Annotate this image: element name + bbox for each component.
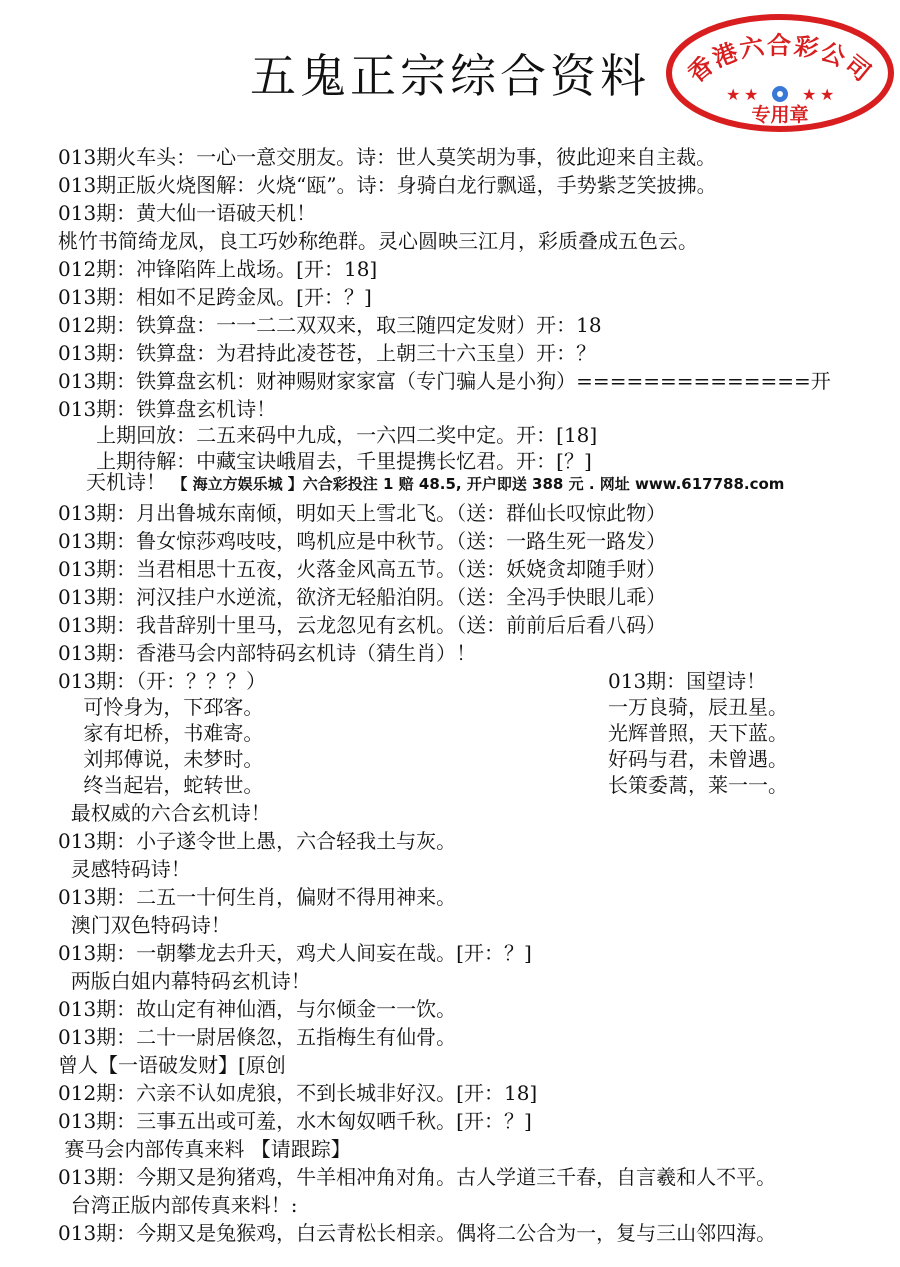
text-line: 最权威的六合玄机诗！ bbox=[58, 801, 271, 825]
text-line: 013期：今期又是狗猪鸡，牛羊相冲角对角。古人学道三千春，自言羲和人不平。 bbox=[58, 1165, 777, 1189]
text-line: 013期：三事五出或可羞，水木匈奴哂千秋。[开：？] bbox=[58, 1109, 532, 1133]
text-line: 013期：河汉挂户水逆流，欲济无轻船泊阴。（送：全冯手快眼儿乖） bbox=[58, 585, 667, 609]
text-line: 013期：香港马会内部特码玄机诗（猜生肖）！ bbox=[58, 641, 477, 665]
text-line: 赛马会内部传真来料 【请跟踪】 bbox=[58, 1137, 351, 1161]
text-line: 013期：小子遂令世上愚，六合轻我土与灰。 bbox=[58, 829, 457, 853]
text-line: 灵感特码诗！ bbox=[58, 857, 191, 881]
text-line: 013期：一朝攀龙去升天，鸡犬人间妄在哉。[开：？] bbox=[58, 941, 532, 965]
text-line: 012期：六亲不认如虎狼，不到长城非好汉。[开：18] bbox=[58, 1081, 538, 1105]
text-line: 上期回放：二五来码中九成，一六四二奖中定。开：[18] bbox=[58, 423, 598, 447]
svg-text:专用章: 专用章 bbox=[751, 104, 809, 126]
text-line: 013期：铁算盘玄机诗！ bbox=[58, 397, 277, 421]
text-line: 可怜身为，下邳客。 bbox=[58, 695, 264, 719]
right-poem-line: 长策委蒿，莱一一。 bbox=[608, 773, 788, 797]
svg-text:★: ★ bbox=[820, 85, 835, 104]
text-line: 刘邦傅说，未梦时。 bbox=[58, 747, 264, 771]
svg-text:★: ★ bbox=[744, 85, 759, 104]
text-line: 013期：二十一尉居倏忽，五指梅生有仙骨。 bbox=[58, 1025, 457, 1049]
page-title: 五鬼正宗综合资料 bbox=[250, 49, 650, 103]
text-line: 013期：黄大仙一语破天机！ bbox=[58, 201, 317, 225]
text-line: 台湾正版内部传真来料！: bbox=[58, 1193, 298, 1217]
right-poem-line: 好码与君，未曾遇。 bbox=[608, 747, 788, 771]
text-line: 曾人【一语破发财】[原创 bbox=[58, 1053, 286, 1077]
text-line: 澳门双色特码诗！ bbox=[58, 913, 231, 937]
text-line: 013期：当君相思十五夜，火落金风高五节。（送：妖娆贪却随手财） bbox=[58, 557, 667, 581]
text-line: 家有圯桥，书难寄。 bbox=[58, 721, 264, 745]
right-poem-line: 一万良骑，辰丑星。 bbox=[608, 695, 788, 719]
text-line: 013期：我昔辞别十里马，云龙忽见有玄机。（送：前前后后看八码） bbox=[58, 613, 667, 637]
svg-text:★: ★ bbox=[802, 85, 817, 104]
text-line: 013期火车头：一心一意交朋友。诗：世人莫笑胡为事，彼此迎来自主裁。 bbox=[58, 145, 717, 169]
ad-banner bbox=[86, 470, 784, 496]
text-line: 012期：铁算盘：一一二二双双来，取三随四定发财）开：18 bbox=[58, 313, 602, 337]
text-line: 桃竹书简绮龙凤，良工巧妙称绝群。灵心圆映三江月，彩质叠成五色云。 bbox=[58, 229, 698, 253]
text-line: 012期：冲锋陷阵上战场。[开：18] bbox=[58, 257, 378, 281]
text-line: 013期：铁算盘：为君持此凌苍苍，上朝三十六玉皇）开：？ bbox=[58, 341, 597, 365]
text-line: 013期：故山定有神仙酒，与尔倾金一一饮。 bbox=[58, 997, 457, 1021]
ad-text: 【 海立方娱乐城 】六合彩投注 1 赔 48.5, 开户即送 388 元 . 网址 www.617788.com bbox=[172, 475, 785, 493]
svg-text:香港六合彩公司: 香港六合彩公司 bbox=[682, 31, 878, 89]
company-seal bbox=[664, 12, 896, 134]
text-line: 013期：铁算盘玄机：财神赐财家家富（专门骗人是小狗）==============开 bbox=[58, 369, 831, 393]
right-poem-line: 光辉普照，天下蓝。 bbox=[608, 721, 788, 745]
right-poem-line: 013期：国望诗！ bbox=[608, 669, 767, 693]
ad-lead: 天机诗！ bbox=[86, 470, 166, 494]
text-line: 上期待解：中藏宝诀峨眉去，千里提携长忆君。开：[？] bbox=[58, 449, 592, 473]
text-line: 终当起岩，蛇转世。 bbox=[58, 773, 264, 797]
text-line: 013期：二五一十何生肖，偏财不得用神来。 bbox=[58, 885, 457, 909]
text-line: 013期正版火烧图解：火烧“瓯”。诗：身骑白龙行飘遥，手势紫芝笑披拂。 bbox=[58, 173, 717, 197]
text-line: 013期：鲁女惊莎鸡吱吱，鸣机应是中秋节。（送：一路生死一路发） bbox=[58, 529, 667, 553]
svg-text:★: ★ bbox=[726, 85, 741, 104]
text-line: 013期：相如不足跨金凤。[开：？] bbox=[58, 285, 372, 309]
text-line: 两版白姐内幕特码玄机诗！ bbox=[58, 969, 311, 993]
text-line: 013期：（开：？？？） bbox=[58, 669, 267, 693]
text-line: 013期：月出鲁城东南倾，明如天上雪北飞。（送：群仙长叹惊此物） bbox=[58, 501, 667, 525]
text-line: 013期：今期又是兔猴鸡，白云青松长相亲。偶将二公合为一，复与三山邻四海。 bbox=[58, 1221, 777, 1245]
